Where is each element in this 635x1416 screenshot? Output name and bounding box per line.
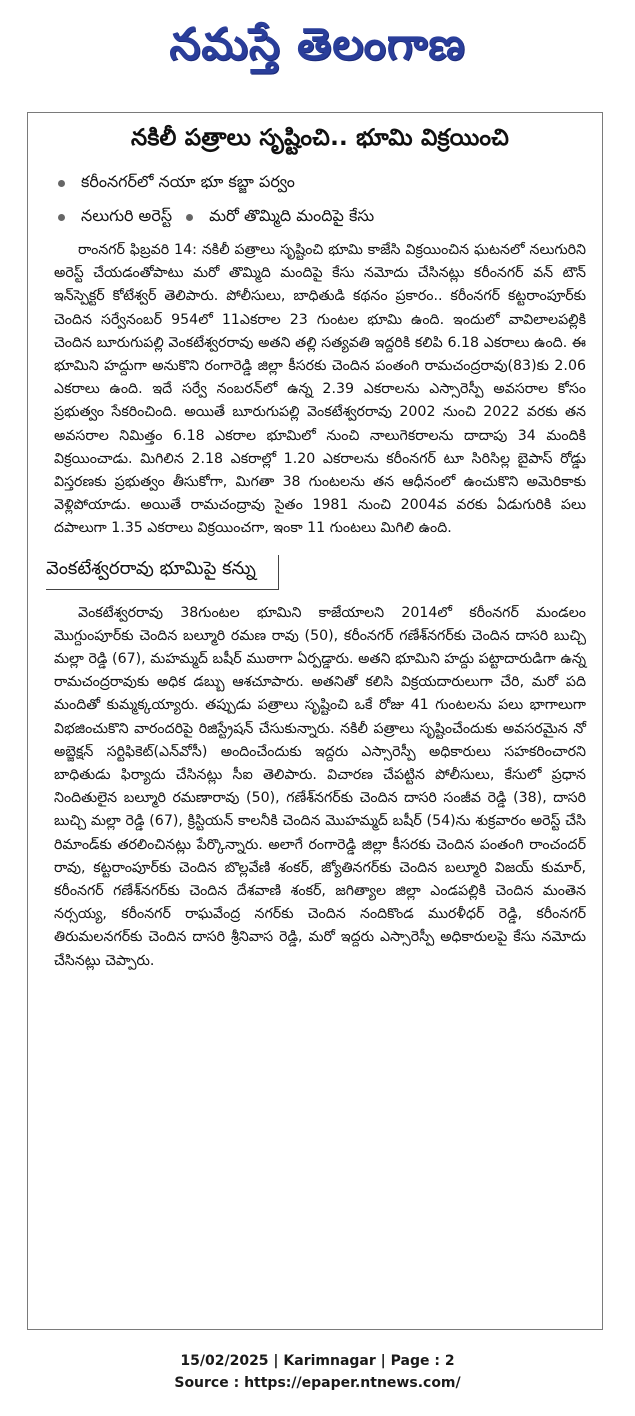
bullet-dot-icon — [186, 214, 193, 221]
bullet-text-3: మరో తొమ్మిది మందిపై కేసు — [209, 205, 375, 225]
footer-source: Source : https://epaper.ntnews.com/ — [174, 1375, 461, 1391]
footer-date-edition: 15/02/2025 | Karimnagar | Page : 2 — [180, 1353, 455, 1369]
masthead — [0, 0, 635, 100]
article-subheading: వెంకటేశ్వరరావు భూమిపై కన్ను — [46, 555, 279, 590]
article-box — [27, 112, 603, 1330]
bullet-list — [54, 171, 586, 229]
bullet-text-2: నలుగురి అరెస్ట్ — [81, 205, 173, 225]
masthead-logo: నమస్తే తెలంగాణ — [169, 19, 466, 70]
footer — [0, 1350, 635, 1394]
subheading-box — [46, 555, 586, 590]
article-headline: నకిలీ పత్రాలు సృష్టించి.. భూమి విక్రయించి — [130, 125, 510, 151]
article-paragraph-1: రాంనగర్ ఫిబ్రవరి 14: నకిలీ పత్రాలు సృష్టించి భూమి కాజేసి విక్రయించిన ఘటనలో నలుగురిని అరెస్ట్ చేయడంతోపాటు మరో తొమ్మిది మందిపై కేసు నమోదు చేసినట్లు కరీంనగర్ వన్ టౌన్ ఇన్‌స్పెక్టర్ కోటేశ్వర్ తెలిపారు. పోలీసులు, బాధితుడి కథనం ప్రకారం.. కరీంనగర్ కట్టరాంపూర్‌కు చెందిన సర్వేనంబర్ 954లో 11ఎకరాల 23 గుంటల భూమి ఉంది. ఇందులో వావిలాలపల్లికి చెందిన బూరుగుపల్లి వెంకటేశ్వరరావు అతని తల్లి సత్యవతి ఇద్దరికి కలిపి 6.18 ఎకరాలు ఉంది. ఈ భూమిని హద్దుగా అనుకొని రంగారెడ్డి జిల్లా కీసరకు చెందిన పంతంగి రామచంద్రరావు(83)కు 2.06 ఎకరాలు ఉంది. ఇదే సర్వే నంబరన్‌లో ఉన్న 2.39 ఎకరాలను ఎస్సారెస్పీ అవసరాల కోసం ప్రభుత్వం సేకరించింది. అయితే బూరుగుపల్లి వెంకటేశ్వరరావు 2002 నుంచి 2022 వరకు తన అవసరాల నిమిత్తం 6.18 ఎకరాల భూమిలో నుంచి నాలుగెకరాలను దాదాపు 34 మందికి విక్రయించాడు. మిగిలిన 2.18 ఎకరాల్లో 1.20 ఎకరాలను కరీంనగర్ టూ సిరిసిల్ల బైపాస్ రోడ్డు విస్తరణకు ప్రభుత్వం తీసుకోగా, మిగతా 38 గుంటలను తన ఆధీనంలో ఉంచుకొని అమెరికాకు వెళ్లిపోయాడు. అయితే రామచంద్రావు సైతం 1981 నుంచి 2004వ వరకు ఏడుగురికి పలు దపాలుగా 1.35 ఎకరాలు విక్రయించగా, ఇంకా 11 గుంటలు మిగిలి ఉంది. — [54, 242, 586, 537]
article-paragraph-2: వెంకటేశ్వరరావు 38గుంటల భూమిని కాజేయాలని 2014లో కరీంనగర్ మండలం మొగ్దుంపూర్‌కు చెందిన బల్మూరి రమణ రావు (50), కరీంనగర్ గణేశ్‌నగర్‌కు చెందిన దాసరి బుచ్చి మల్లా రెడ్డి (67), మహమ్మద్ బషీర్ ముఠాగా ఏర్పడ్డారు. అతని భూమిని హద్దు పట్టాదారుడిగా ఉన్న రామచంద్రరావుకు అధిక డబ్బు ఆశచూపారు. అతనితో కలిసి విక్రయదారులుగా చేరి, మరో పది మందితో కుమ్మక్కయ్యారు. తప్పుడు పత్రాలు సృష్టించి ఒకే రోజు 41 గుంటలను పలు భాగాలుగా విభజించుకొని వారందరిపై రిజిస్ట్రేషన్ చేసుకున్నారు. నకిలీ పత్రాలు సృష్టించేందుకు అవసరమైన నో అబ్జెక్షన్ సర్టిఫికెట్(ఎన్‌వోసీ) అందించేందుకు ఇద్దరు ఎస్సారెస్పీ అధికారులు సహకరించారని బాధితుడు ఫిర్యాదు చేసినట్లు సీఐ తెలిపారు. విచారణ చేపట్టిన పోలీసులు, కేసులో ప్రధాన నిందితులైన బల్మూరి రమణారావు (50), గణేశ్‌నగర్‌కు చెందిన దాసరి సంజీవ రెడ్డి (38), దాసరి బుచ్చి మల్లా రెడ్డి (67), క్రిస్టియన్ కాలనీకి చెందిన మొహమ్మద్ బషీర్ (54)ను శుక్రవారం అరెస్ట్ చేసి రిమాండ్‌కు తరలించినట్లు పేర్కొన్నారు. అలాగే రంగారెడ్డి జిల్లా కీసరకు చెందిన పంతంగి రాంచందర్ రావు, కట్టరాంపూర్‌కు చెందిన బొల్లవేణి శంకర్, జ్యోతినగర్‌కు చెందిన బల్మూరి విజయ్ కుమార్, కరీంనగర్ గణేశ్‌నగర్‌కు చెందిన దేశవాణి శంకర్, జగిత్యాల జిల్లా ఎండపల్లికి చెందిన మంతెన నర్సయ్య, కరీంనగర్ రాఘవేంద్ర నగర్‌కు చెందిన నందికొండ మురళీధర్ రెడ్డి, కరీంనగర్ తిరుమలనగర్‌కు చెందిన దాసరి శ్రీనివాస రెడ్డి, మరో ఇద్దరు ఎస్సారెస్పీ అధికారులపై కేసు నమోదు చేసినట్లు చెప్పారు. — [54, 604, 586, 969]
bullet-text-1: కరీంనగర్‌లో నయా భూ కబ్జా పర్వం — [81, 171, 295, 191]
bullet-row-2 — [54, 205, 586, 229]
bullet-dot-icon — [58, 214, 65, 221]
bullet-row-1 — [54, 171, 586, 195]
bullet-dot-icon — [58, 180, 65, 187]
